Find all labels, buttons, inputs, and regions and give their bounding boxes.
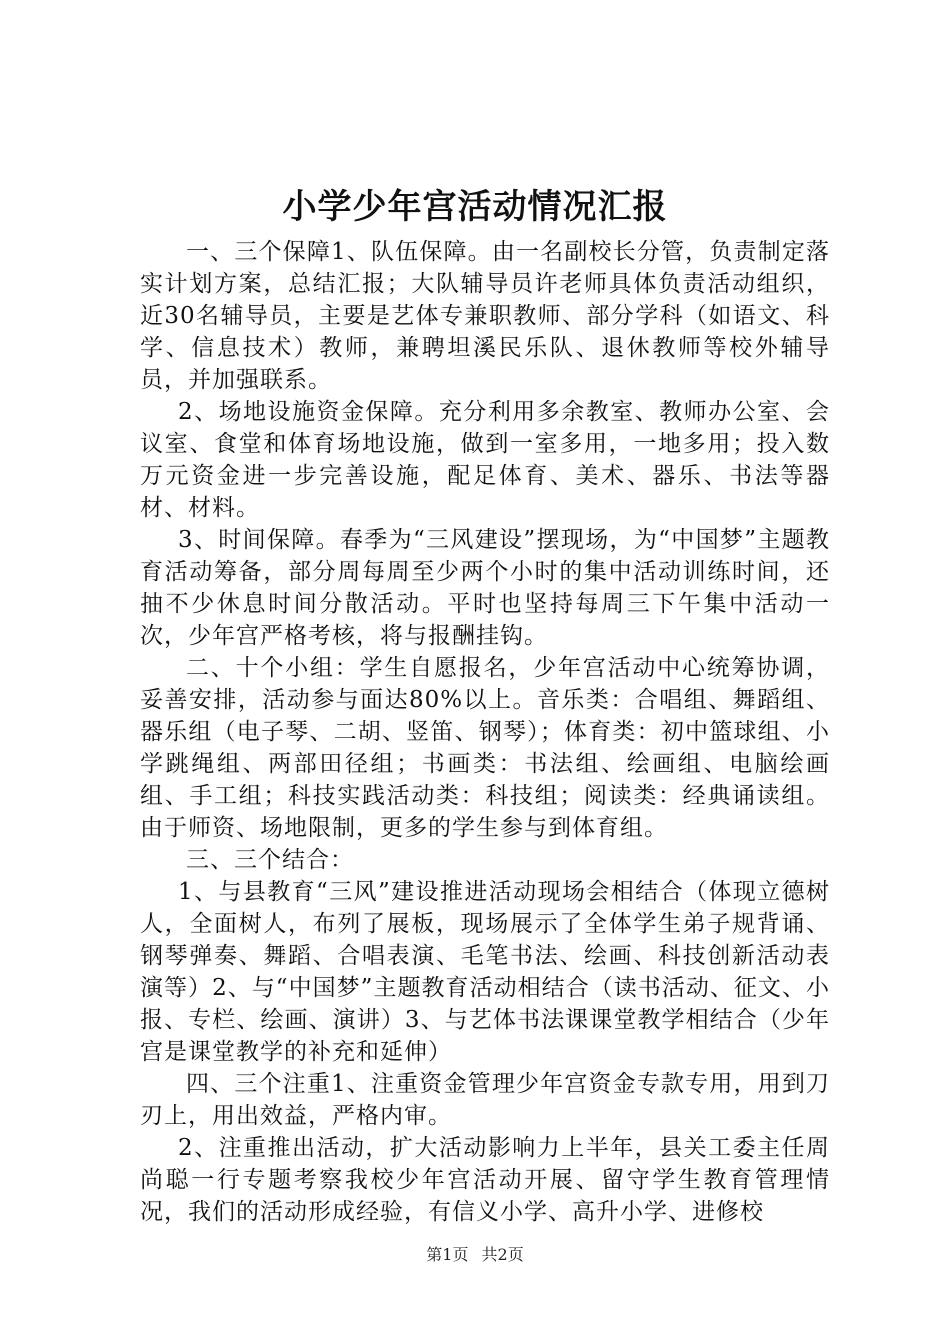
- paragraph-three-combinations-heading: 三、三个结合：: [186, 847, 354, 873]
- paragraph-ten-groups: 二、十个小组：学生自愿报名，少年宫活动中心统筹协调，妥善安排，活动参与面达80%以上。音乐类：合唱组、舞蹈组、器乐组（电子琴、二胡、竖笛、钢琴）；体育类：初中篮球组、小学跳绳组、两部田径组；书画类：书法组、绘画组、电脑绘画组、手工组；科技实践活动类：科技组；阅读类：经典诵读组。由于师资、场地限制，更多的学生参与到体育组。: [140, 655, 830, 841]
- paragraph-three-focuses: 四、三个注重1、注重资金管理少年宫资金专款专用，用到刀刃上，用出效益，严格内审。: [140, 1071, 830, 1129]
- page-number: 第1页: [426, 1245, 469, 1264]
- page-footer: [0, 1244, 950, 1266]
- document-title: 小学少年宫活动情况汇报: [282, 187, 668, 227]
- paragraph-time: 3、时间保障。春季为“三风建设”摆现场，为“中国梦”主题教育活动筹备，部分周每周至少两个小时的集中活动训练时间，还抽不少休息时间分散活动。平时也坚持每周三下午集中活动一次，少年宫严格考核，将与报酬挂钩。: [140, 527, 830, 649]
- paragraph-combinations: 1、与县教育“三风”建设推进活动现场会相结合（体现立德树人，全面树人，布列了展板，现场展示了全体学生弟子规背诵、钢琴弹奏、舞蹈、合唱表演、毛笔书法、绘画、科技创新活动表演等）2、与“中国梦”主题教育活动相结合（读书活动、征文、小报、专栏、绘画、演讲）3、与艺体书法课课堂教学相结合（少年宫是课堂教学的补充和延伸）: [140, 879, 830, 1065]
- paragraph-promote-activities: 2、注重推出活动，扩大活动影响力上半年，县关工委主任周尚聪一行专题考察我校少年宫活动开展、留守学生教育管理情况，我们的活动形成经验，有信义小学、高升小学、进修校: [140, 1135, 830, 1225]
- page-total: 共2页: [481, 1245, 524, 1264]
- paragraph-venue-funding: 2、场地设施资金保障。充分利用多余教室、教师办公室、会议室、食堂和体育场地设施，做到一室多用，一地多用；投入数万元资金进一步完善设施，配足体育、美术、器乐、书法等器材、材料。: [140, 399, 830, 521]
- paragraph-guarantees: 一、三个保障1、队伍保障。由一名副校长分管，负责制定落实计划方案，总结汇报；大队辅导员许老师具体负责活动组织，近30名辅导员，主要是艺体专兼职教师、部分学科（如语文、科学、信息技术）教师，兼聘坦溪民乐队、退休教师等校外辅导员，并加强联系。: [140, 239, 830, 393]
- document-body: [140, 236, 830, 1228]
